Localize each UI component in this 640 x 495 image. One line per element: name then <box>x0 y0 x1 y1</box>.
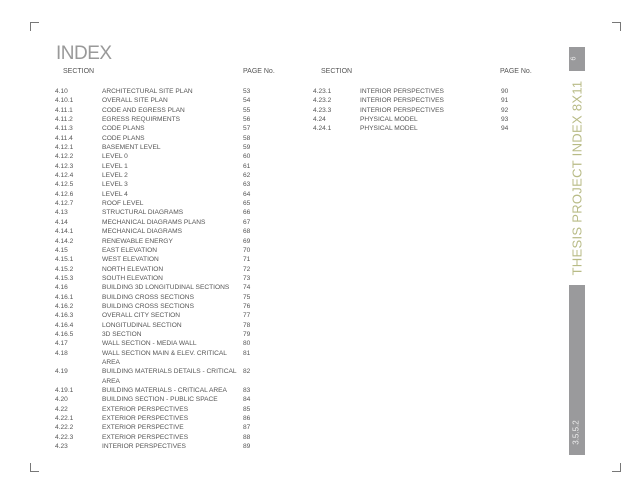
section-title: CODE PLANS <box>102 134 145 142</box>
page-number: 93 <box>501 116 509 124</box>
crop-mark <box>30 463 39 472</box>
section-title: LEVEL 4 <box>102 190 128 198</box>
section-title: INTERIOR PERSPECTIVES <box>360 88 444 95</box>
index-row <box>55 190 250 199</box>
index-row <box>55 124 250 133</box>
index-row <box>55 395 250 404</box>
page-number: 58 <box>243 134 251 142</box>
page-number: 68 <box>243 228 251 236</box>
page-number: 76 <box>243 302 251 310</box>
section-title: WEST ELEVATION <box>102 256 159 264</box>
index-row <box>55 330 250 339</box>
section-title: EXTERIOR PERSPECTIVE <box>102 424 184 432</box>
section-title: EGRESS REQUIRMENTS <box>102 116 181 124</box>
index-row <box>55 134 250 143</box>
section-number: 4.12.6 <box>55 190 74 198</box>
section-number: 4.16 <box>55 284 68 292</box>
section-title: 3D SECTION <box>102 330 142 338</box>
section-number: 4.22 <box>55 405 68 413</box>
page-number: 64 <box>243 190 251 198</box>
index-row <box>55 237 250 246</box>
section-number: 4.15.3 <box>55 274 74 282</box>
index-row <box>55 246 250 255</box>
section-title: EXTERIOR PERSPECTIVES <box>102 405 189 413</box>
section-number: 4.11.1 <box>55 106 73 114</box>
section-number: 4.10 <box>55 88 68 95</box>
page-number: 89 <box>243 443 251 451</box>
section-number: 4.22.1 <box>55 415 74 423</box>
page-number: 94 <box>501 125 509 133</box>
section-number: 4.11.3 <box>55 125 73 133</box>
page-number: 92 <box>501 106 509 114</box>
section-number: 4.10.1 <box>55 97 74 105</box>
section-number: 4.14 <box>55 218 68 226</box>
index-row <box>55 162 250 171</box>
section-title: LEVEL 1 <box>102 162 128 170</box>
sidebar-title: THESIS PROJECT INDEX 8X11 <box>569 80 585 276</box>
section-number: 4.18 <box>55 349 68 357</box>
page-number: 81 <box>243 349 251 357</box>
index-row <box>55 283 250 292</box>
page-number: 82 <box>243 368 251 376</box>
section-title: MECHANICAL DIAGRAMS PLANS <box>102 218 206 226</box>
index-row <box>55 106 250 115</box>
section-title: PHYSICAL MODEL <box>360 116 418 124</box>
section-title: OVERALL CITY SECTION <box>102 312 181 320</box>
section-title: BUILDING MATERIALS DETAILS - CRITICAL AREA <box>102 368 237 385</box>
index-row <box>55 255 250 264</box>
index-row <box>55 321 250 330</box>
section-title: BASEMENT LEVEL <box>102 144 161 152</box>
section-title: CODE PLANS <box>102 125 145 133</box>
section-number: 4.22.3 <box>55 433 74 441</box>
index-row <box>55 405 250 414</box>
section-title: WALL SECTION MAIN & ELEV. CRITICAL AREA <box>102 349 227 366</box>
page-number: 62 <box>243 172 251 180</box>
section-title: LEVEL 3 <box>102 181 128 189</box>
index-row <box>55 171 250 180</box>
page-number: 59 <box>243 144 251 152</box>
section-number: 4.15.1 <box>55 256 74 264</box>
section-number: 4.15.2 <box>55 265 74 273</box>
section-number: 4.11.4 <box>55 134 73 142</box>
section-header-left: SECTION <box>63 68 95 75</box>
index-row <box>313 115 508 124</box>
page-number: 71 <box>243 256 251 264</box>
section-number: 4.22.2 <box>55 424 74 432</box>
page-number: 72 <box>243 265 251 273</box>
page-number: 75 <box>243 293 251 301</box>
section-number: 4.23.3 <box>313 106 332 114</box>
section-title: BUILDING CROSS SECTIONS <box>102 293 194 301</box>
page-number: 73 <box>243 274 251 282</box>
section-title: LONGITUDINAL SECTION <box>102 321 182 329</box>
section-title: EXTERIOR PERSPECTIVES <box>102 415 189 423</box>
page-number: 65 <box>243 200 251 208</box>
section-title: SOUTH ELEVATION <box>102 274 163 282</box>
crop-mark <box>612 463 621 472</box>
page-number: 53 <box>243 88 251 95</box>
section-title: MECHANICAL DIAGRAMS <box>102 228 182 236</box>
index-row <box>313 124 508 133</box>
section-title: INTERIOR PERSPECTIVES <box>360 97 444 105</box>
section-number: 4.12.4 <box>55 172 74 180</box>
index-row <box>55 218 250 227</box>
index-row <box>55 433 250 442</box>
page-number: 63 <box>243 181 251 189</box>
section-title: CODE AND EGRESS PLAN <box>102 106 185 114</box>
section-header-right: SECTION <box>321 68 353 75</box>
page-number: 86 <box>243 415 251 423</box>
section-title: BUILDING CROSS SECTIONS <box>102 302 194 310</box>
section-title: ARCHITECTURAL SITE PLAN <box>102 88 193 95</box>
section-title: EAST ELEVATION <box>102 246 157 254</box>
section-number: 4.16.2 <box>55 302 74 310</box>
index-row <box>55 87 250 96</box>
section-number: 4.12.3 <box>55 162 74 170</box>
page-number: 70 <box>243 246 251 254</box>
page-header-left: PAGE No. <box>243 68 275 75</box>
section-title: STRUCTURAL DIAGRAMS <box>102 209 184 217</box>
section-number: 4.11.2 <box>55 116 73 124</box>
section-number: 4.23.2 <box>313 97 332 105</box>
section-number: 4.16.4 <box>55 321 74 329</box>
section-number: 4.23.1 <box>313 88 332 95</box>
index-row <box>313 87 508 96</box>
page-number: 80 <box>243 340 251 348</box>
index-row <box>313 106 508 115</box>
index-row <box>55 349 250 368</box>
section-number: 4.14.1 <box>55 228 74 236</box>
section-number: 4.20 <box>55 396 68 404</box>
page-number: 87 <box>243 424 251 432</box>
index-row <box>55 265 250 274</box>
index-row <box>55 442 250 451</box>
page-number: 69 <box>243 237 251 245</box>
section-title: NORTH ELEVATION <box>102 265 164 273</box>
index-list-left <box>55 87 250 451</box>
section-number: 4.14.2 <box>55 237 74 245</box>
section-title: INTERIOR PERSPECTIVES <box>360 106 444 114</box>
section-title: RENEWABLE ENERGY <box>102 237 173 245</box>
index-row <box>55 143 250 152</box>
page-number: 78 <box>243 321 251 329</box>
crop-mark <box>612 22 621 31</box>
section-title: LEVEL 0 <box>102 153 128 161</box>
page-number: 61 <box>243 162 251 170</box>
page-number: 57 <box>243 125 251 133</box>
page-number: 67 <box>243 218 251 226</box>
section-number: 4.19.1 <box>55 387 74 394</box>
index-row <box>55 180 250 189</box>
section-title: BUILDING SECTION - PUBLIC SPACE <box>102 396 218 404</box>
section-number: 4.12.2 <box>55 153 74 161</box>
page-number: 60 <box>243 153 251 161</box>
section-number: 4.15 <box>55 246 68 254</box>
index-row <box>55 274 250 283</box>
page-number: 88 <box>243 433 251 441</box>
index-row <box>55 386 250 395</box>
index-row <box>55 96 250 105</box>
section-number: 4.24 <box>313 116 326 124</box>
section-number: 4.16.5 <box>55 330 74 338</box>
sidebar-page-tab <box>569 47 585 71</box>
section-number: 4.23 <box>55 443 68 451</box>
section-number: 4.13 <box>55 209 68 217</box>
index-row <box>55 227 250 236</box>
section-code: 3.5.5.2 <box>571 420 581 445</box>
page-number: 85 <box>243 405 251 413</box>
page-number: 55 <box>243 106 251 114</box>
index-row <box>55 199 250 208</box>
section-title: PHYSICAL MODEL <box>360 125 418 133</box>
index-list-right <box>313 87 508 134</box>
page-title: INDEX <box>56 43 112 64</box>
index-row <box>55 339 250 348</box>
section-title: ROOF LEVEL <box>102 200 144 208</box>
index-row <box>313 96 508 105</box>
page-number: 56 <box>243 116 251 124</box>
index-row <box>55 115 250 124</box>
section-title: LEVEL 2 <box>102 172 128 180</box>
section-title: EXTERIOR PERSPECTIVES <box>102 433 189 441</box>
page-number: 83 <box>243 387 251 394</box>
section-number: 4.19 <box>55 368 68 376</box>
index-row <box>55 414 250 423</box>
section-number: 4.12.1 <box>55 144 74 152</box>
index-row <box>55 208 250 217</box>
page-number: 91 <box>501 97 509 105</box>
page-number: 66 <box>243 209 251 217</box>
page-number: 90 <box>501 88 509 95</box>
page-number: 79 <box>243 330 251 338</box>
page-header-right: PAGE No. <box>500 68 532 75</box>
index-row <box>55 367 250 386</box>
section-number: 4.12.7 <box>55 200 74 208</box>
section-number: 4.16.1 <box>55 293 74 301</box>
index-row <box>55 293 250 302</box>
index-row <box>55 302 250 311</box>
index-row <box>55 423 250 432</box>
section-number: 4.16.3 <box>55 312 74 320</box>
section-title: BUILDING MATERIALS - CRITICAL AREA <box>102 387 227 394</box>
section-title: WALL SECTION - MEDIA WALL <box>102 340 197 348</box>
section-number: 4.12.5 <box>55 181 74 189</box>
section-number: 4.17 <box>55 340 68 348</box>
section-title: OVERALL SITE PLAN <box>102 97 168 105</box>
section-title: BUILDING 3D LONGITUDINAL SECTIONS <box>102 284 230 292</box>
section-number: 4.24.1 <box>313 125 332 133</box>
section-title: INTERIOR PERSPECTIVES <box>102 443 186 451</box>
crop-mark <box>30 22 39 31</box>
page-number: 54 <box>243 97 251 105</box>
page-number: 6 <box>570 56 578 61</box>
index-row <box>55 311 250 320</box>
page-number: 77 <box>243 312 251 320</box>
sidebar-code-tab <box>569 285 585 455</box>
page-number: 74 <box>243 284 251 292</box>
index-row <box>55 152 250 161</box>
page-number: 84 <box>243 396 251 404</box>
